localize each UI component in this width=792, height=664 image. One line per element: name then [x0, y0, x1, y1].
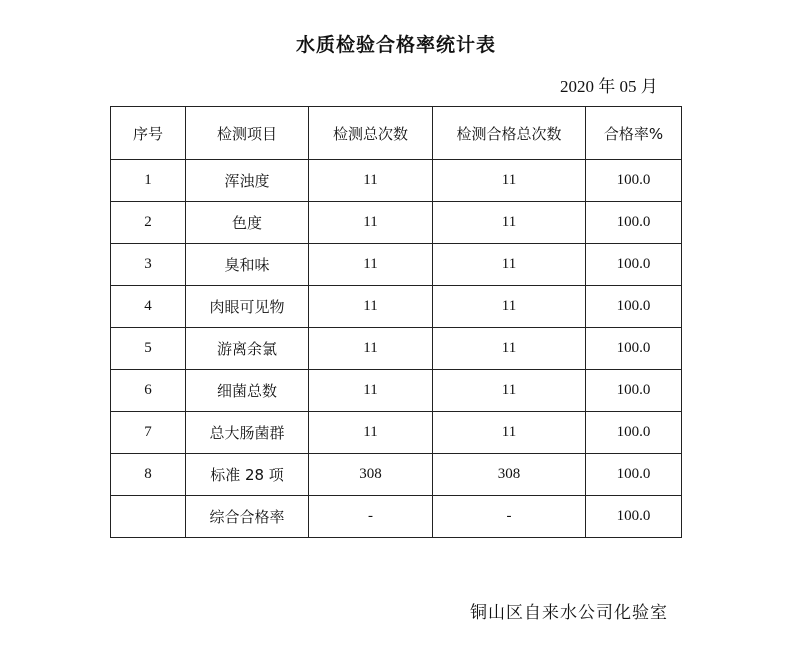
table-row	[111, 412, 682, 454]
row-total-tests: 11	[309, 286, 433, 328]
row-total-tests: 11	[309, 244, 433, 286]
table-row	[111, 202, 682, 244]
row-test-item: 臭和味	[186, 244, 309, 286]
row-total-tests: 308	[309, 454, 433, 496]
row-test-item: 综合合格率	[186, 496, 309, 538]
header-passed-tests: 检测合格总次数	[433, 107, 586, 160]
row-pass-rate: 100.0	[586, 202, 682, 244]
issuer-name: 铜山区自来水公司化验室	[470, 603, 668, 623]
table-row	[111, 328, 682, 370]
table-row	[111, 286, 682, 328]
row-test-item: 总大肠菌群	[186, 412, 309, 454]
row-test-item: 细菌总数	[186, 370, 309, 412]
row-pass-rate: 100.0	[586, 412, 682, 454]
row-passed-tests: 11	[433, 286, 586, 328]
table-row	[111, 244, 682, 286]
row-pass-rate: 100.0	[586, 160, 682, 202]
row-total-tests: 11	[309, 202, 433, 244]
row-total-tests: 11	[309, 328, 433, 370]
row-test-item: 色度	[186, 202, 309, 244]
row-total-tests: -	[309, 496, 433, 538]
row-passed-tests: 11	[433, 244, 586, 286]
row-pass-rate: 100.0	[586, 286, 682, 328]
table-row	[111, 454, 682, 496]
row-pass-rate: 100.0	[586, 370, 682, 412]
row-total-tests: 11	[309, 370, 433, 412]
water-quality-table	[110, 106, 682, 538]
row-index: 1	[111, 160, 186, 202]
row-test-item: 游离余氯	[186, 328, 309, 370]
row-test-item: 标准 28 项	[186, 454, 309, 496]
header-pass-rate: 合格率%	[586, 107, 682, 160]
row-passed-tests: 11	[433, 202, 586, 244]
row-index: 8	[111, 454, 186, 496]
row-test-item: 肉眼可见物	[186, 286, 309, 328]
header-test-item: 检测项目	[186, 107, 309, 160]
row-total-tests: 11	[309, 412, 433, 454]
header-total-tests: 检测总次数	[309, 107, 433, 160]
row-total-tests: 11	[309, 160, 433, 202]
row-index	[111, 496, 186, 538]
row-index: 6	[111, 370, 186, 412]
row-passed-tests: 11	[433, 328, 586, 370]
row-index: 2	[111, 202, 186, 244]
row-passed-tests: 308	[433, 454, 586, 496]
header-index: 序号	[111, 107, 186, 160]
row-index: 7	[111, 412, 186, 454]
row-pass-rate: 100.0	[586, 454, 682, 496]
row-passed-tests: 11	[433, 412, 586, 454]
summary-row	[111, 496, 682, 538]
table-row	[111, 160, 682, 202]
row-passed-tests: 11	[433, 160, 586, 202]
row-index: 4	[111, 286, 186, 328]
row-test-item: 浑浊度	[186, 160, 309, 202]
row-index: 5	[111, 328, 186, 370]
row-pass-rate: 100.0	[586, 328, 682, 370]
report-date: 2020 年 05 月	[560, 77, 658, 96]
row-pass-rate: 100.0	[586, 496, 682, 538]
document-title: 水质检验合格率统计表	[295, 34, 496, 56]
table-row	[111, 370, 682, 412]
row-passed-tests: 11	[433, 370, 586, 412]
row-passed-tests: -	[433, 496, 586, 538]
table-header-row	[111, 107, 682, 160]
row-pass-rate: 100.0	[586, 244, 682, 286]
row-index: 3	[111, 244, 186, 286]
